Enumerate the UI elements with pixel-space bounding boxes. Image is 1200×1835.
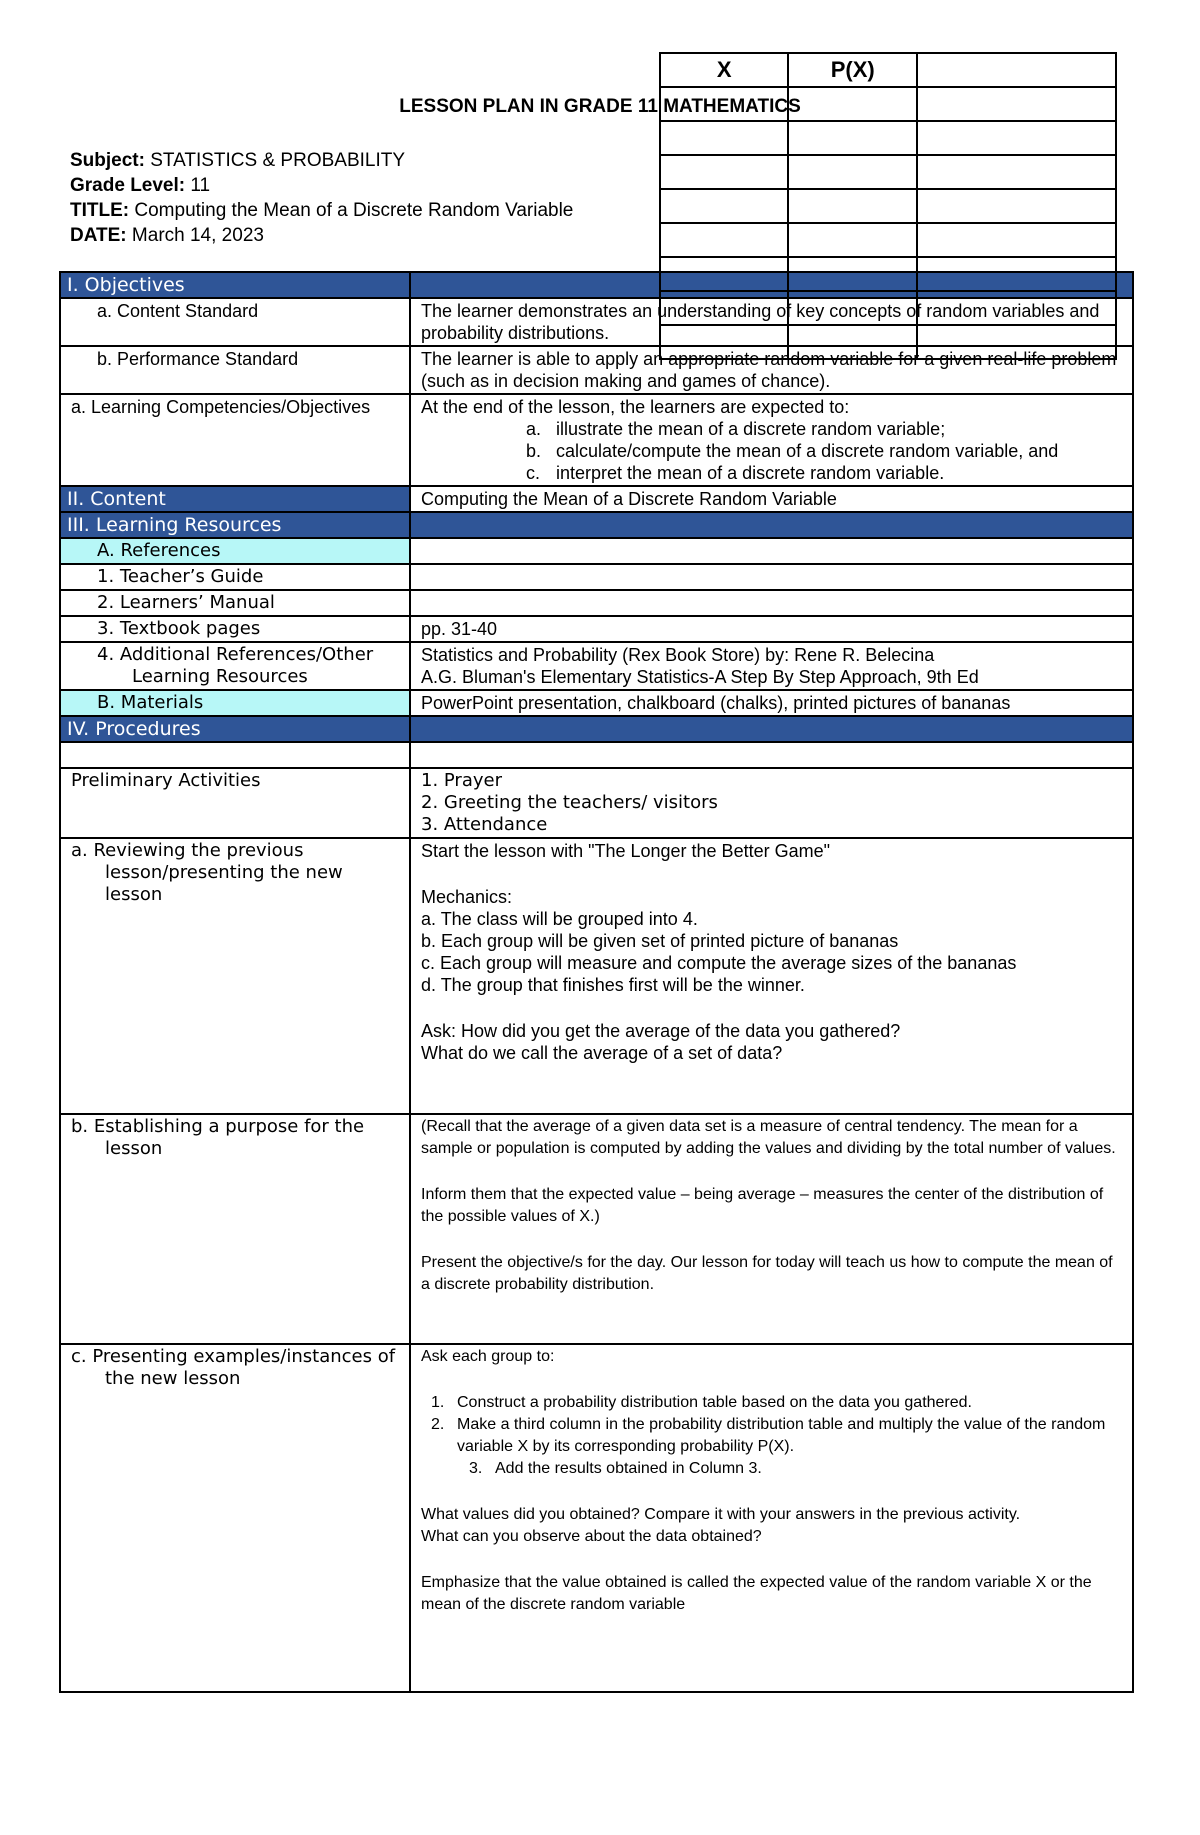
procedures-header: IV. Procedures [60, 716, 1133, 742]
textbook-row: 3. Textbook pages pp. 31-40 [60, 616, 1133, 642]
title-line: TITLE: Computing the Mean of a Discrete Random Variable [70, 200, 574, 221]
page-title: LESSON PLAN IN GRADE 11 MATHEMATICS [399, 96, 801, 117]
reviewing-row: a. Reviewing the previous lesson/presenting the new lesson Start the lesson with "The Longer the Better Game" Mechanics: a. The class will be grouped into 4. b. Each group will be given set of printed picture of bananas c. Each group will measure and compute the average sizes of the bananas d. The group that finishes first will be the winner. Ask: How did you get the average of the data you gathered? What do we call the average of a set of data? [60, 838, 1133, 1114]
list-item: a. illustrate the mean of a discrete random variable; [526, 419, 946, 439]
performance-standard-row: b. Performance Standard The learner is able to apply an appropriate random variable for a given real-life problem (such as in decision making and games of chance). [60, 346, 1133, 394]
list-item: c. interpret the mean of a discrete random variable. [526, 463, 945, 483]
competency-list [421, 418, 1122, 484]
list-item: 2. Make a third column in the probability distribution table and multiply the value of the random variable X by its corresponding probability P(X). [431, 1416, 1106, 1455]
teachers-guide-row: 1. Teacher’s Guide [60, 564, 1133, 590]
references-row: A. References [60, 538, 1133, 564]
learners-manual-row: 2. Learners’ Manual [60, 590, 1133, 616]
resources-header: III. Learning Resources [60, 512, 1133, 538]
blank-row [60, 742, 1133, 768]
probability-distribution-table [659, 52, 1117, 360]
content-standard-row: a. Content Standard The learner demonstrates an understanding of key concepts of random variables and probability distributions. [60, 298, 1133, 346]
list-item: 1. Construct a probability distribution table based on the data you gathered. [431, 1394, 972, 1411]
additional-references-row: 4. Additional References/Other Learning Resources Statistics and Probability (Rex Book Store) by: Rene R. Belecina A.G. Bluman's Elementary Statistics-A Step By Step Approach, 9th Ed [60, 642, 1133, 690]
competencies-row: a. Learning Competencies/Objectives At the end of the lesson, the learners are expected to: a. illustrate the mean of a discrete random variable; b. calculate/compute the mean of a discrete random variable, and c. interpret the mean of a discrete random variable. [60, 394, 1133, 486]
materials-row: B. Materials PowerPoint presentation, chalkboard (chalks), printed pictures of bananas [60, 690, 1133, 716]
grade-line: Grade Level: 11 [70, 175, 211, 196]
px-header-row [660, 53, 1116, 87]
list-item: 3. Add the results obtained in Column 3. [469, 1460, 762, 1477]
list-item: b. calculate/compute the mean of a discrete random variable, and [526, 441, 1059, 461]
objectives-header: I. Objectives [60, 272, 1133, 298]
px-header: P(X) [788, 53, 917, 87]
content-header: II. Content Computing the Mean of a Discrete Random Variable [60, 486, 1133, 512]
purpose-row: b. Establishing a purpose for the lesson (Recall that the average of a given data set is a measure of central tendency. The mean for a sample or population is computed by adding the values and dividing by the total number of values. Inform them that the expected value – being average – measures the center of the distribution of the possible values of X.) Present the objective/s for the day. Our lesson for today will teach us how to compute the mean of a discrete probability distribution. [60, 1114, 1133, 1344]
date-line: DATE: March 14, 2023 [70, 225, 264, 246]
empty-cell [917, 53, 1116, 87]
lesson-plan-table [59, 271, 1134, 1693]
presenting-row: c. Presenting examples/instances of the new lesson Ask each group to: 1. Construct a probability distribution table based on the data you gathered. 2. Make a third column in the probability distribution table and multiply the value of the random variable X by its corresponding probability P(X). 3. Add the results obtained in Column 3. What values did you obtained? Compare it with your answers in the previous activity. What can you observe about the data obtained? Emphasize that the value obtained is called the expected value of the random variable X or the mean of the discrete random variable [60, 1344, 1133, 1692]
steps-list [421, 1392, 1122, 1480]
x-header: X [660, 53, 788, 87]
preliminary-row: Preliminary Activities 1. Prayer 2. Greeting the teachers/ visitors 3. Attendance [60, 768, 1133, 838]
lesson-meta [70, 148, 573, 248]
subject-line: Subject: STATISTICS & PROBABILITY [70, 150, 406, 171]
